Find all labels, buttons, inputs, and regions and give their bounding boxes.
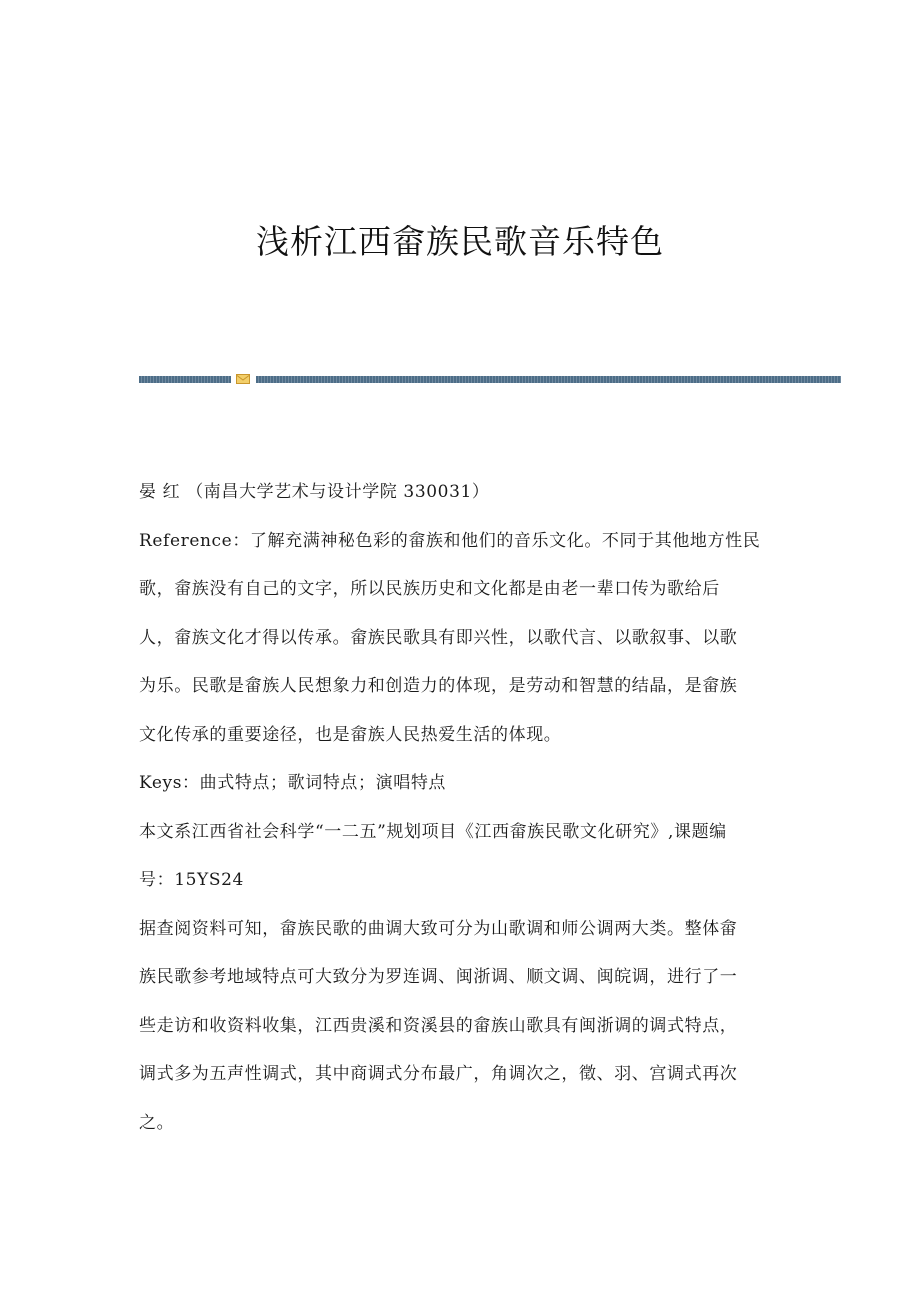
keywords-line: Keys：曲式特点；歌词特点；演唱特点 [139, 773, 447, 793]
title-divider [139, 374, 841, 384]
divider-left-segment [139, 376, 231, 383]
author-line: 晏 红 （南昌大学艺术与设计学院 330031） [139, 482, 490, 502]
divider-right-segment [256, 376, 841, 383]
abstract [139, 517, 779, 760]
paragraph-line: 据查阅资料可知，畲族民歌的曲调大致可分为山歌调和师公调两大类。整体畲 [139, 918, 738, 939]
envelope-icon [236, 374, 250, 384]
paragraph-line: 些走访和收资料收集，江西贵溪和资溪县的畲族山歌具有闽浙调的调式特点， [139, 1015, 738, 1036]
abstract-line: 文化传承的重要途径，也是畲族人民热爱生活的体现。 [139, 724, 562, 745]
abstract-line: Reference：了解充满神秘色彩的畲族和他们的音乐文化。不同于其他地方性民 [139, 530, 761, 551]
funding-note [139, 808, 779, 905]
paragraph-line: 调式多为五声性调式，其中商调式分布最广，角调次之，徵、羽、宫调式再次 [139, 1064, 738, 1084]
abstract-line: 人，畲族文化才得以传承。畲族民歌具有即兴性，以歌代言、以歌叙事、以歌 [139, 627, 738, 648]
document-title: 浅析江西畲族民歌音乐特色 [256, 222, 664, 261]
funding-line: 号：15YS24 [139, 870, 244, 890]
abstract-line: 歌，畲族没有自己的文字，所以民族历史和文化都是由老一辈口传为歌给后 [139, 579, 720, 599]
paragraph-line: 族民歌参考地域特点可大致分为罗连调、闽浙调、顺文调、闽皖调，进行了一 [139, 967, 738, 987]
funding-line: 本文系江西省社会科学“一二五”规划项目《江西畲族民歌文化研究》,课题编 [139, 821, 727, 842]
article-body [139, 468, 779, 1147]
paragraph-line: 之。 [139, 1112, 175, 1133]
abstract-line: 为乐。民歌是畲族人民想象力和创造力的体现，是劳动和智慧的结晶，是畲族 [139, 676, 738, 696]
body-paragraph [139, 905, 779, 1148]
